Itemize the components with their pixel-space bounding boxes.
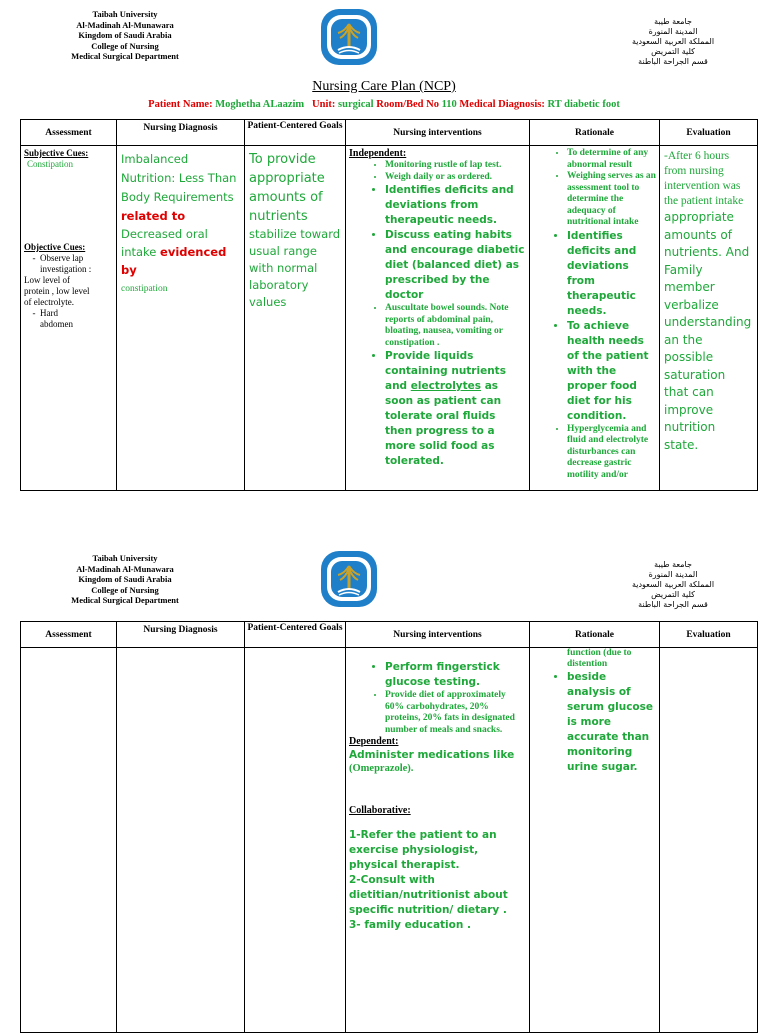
rationale-item: • Hyperglycemia and fluid and electrolyte disturbances can decrease gastric motility and/or xyxy=(567,424,656,482)
header-line: Kingdom of Saudi Arabia xyxy=(78,574,172,584)
header-line: Al-Madinah Al-Munawara xyxy=(76,563,174,574)
header-line: Al-Madinah Al-Munawara xyxy=(76,19,174,30)
header-line: Taibah University xyxy=(92,9,158,19)
electrolytes-link: electrolytes xyxy=(410,380,482,392)
patient-name-label: Patient Name: xyxy=(148,99,213,110)
header-line: Medical Surgical Department xyxy=(71,595,179,605)
diagnosis-text-2: Decreased oral intake xyxy=(121,227,208,259)
evaluation-text-2: appropriate amounts of nutrients. And Family member verbalize understanding an the possible saturation that can improve nutrition state. xyxy=(664,210,752,452)
col-assessment: Assessment xyxy=(21,622,117,648)
collab-item: 1-Refer the patient to an exercise physiologist, physical therapist. xyxy=(349,828,497,871)
header-line: قسم الجراحة الباطنة xyxy=(638,57,708,66)
intervention-item: • Identifies deficits and deviations from therapeutic needs. xyxy=(385,183,526,228)
subjective-value: Constipation xyxy=(27,159,74,169)
header-line: قسم الجراحة الباطنة xyxy=(638,600,708,609)
col-rationale: Rationale xyxy=(530,120,660,146)
dependent-label: Dependent: xyxy=(349,736,399,747)
rationale-list xyxy=(533,148,656,481)
rationale-item: • To determine of any abnormal result xyxy=(567,148,656,171)
page-title: Nursing Care Plan (NCP) xyxy=(312,79,456,94)
intervention-text: Provide liquids containing nutrients and xyxy=(385,350,506,392)
rationale-item: • beside analysis of serum glucose is more accurate than monitoring urine sugar. xyxy=(567,670,656,775)
room-value: 110 xyxy=(441,99,457,110)
header-line: كلية التمريض xyxy=(651,590,695,599)
header-line: المملكة العربية السعودية xyxy=(631,37,715,46)
patient-name: Moghetha ALaazim xyxy=(215,99,305,110)
diagnosis-cell xyxy=(117,146,245,491)
objective-low-levels: Low level of protein , low level of electrolyte. xyxy=(24,275,90,307)
header-line: Taibah University xyxy=(92,553,158,563)
university-header-ar-2 xyxy=(618,560,728,610)
dependent-text: Administer medications like xyxy=(349,749,515,761)
assessment-cell-2 xyxy=(21,648,117,1033)
col-rationale: Rationale xyxy=(530,622,660,648)
objective-label: Objective Cues: xyxy=(24,242,86,252)
goals-cell-2 xyxy=(245,648,346,1033)
header-line: College of Nursing xyxy=(91,584,159,595)
interventions-list-2 xyxy=(349,660,526,736)
diagnosis-evidenced-by: evidenced by xyxy=(121,245,227,277)
independent-label: Independent: xyxy=(349,148,407,159)
evaluation-text: -After 6 hours from nursing intervention was the patient intake xyxy=(664,150,744,207)
diagnosis-cell-2 xyxy=(117,648,245,1033)
university-header-en xyxy=(40,9,210,62)
university-logo xyxy=(318,6,380,73)
objective-item: - Hard abdomen xyxy=(40,308,113,330)
rationale-cell-2 xyxy=(530,648,660,1033)
intervention-item: • Provide diet of approximately 60% carbohydrates, 20% proteins, 20% fats in designated number of meals and snacks. xyxy=(385,690,526,736)
diagnosis-text-3: constipation xyxy=(121,284,168,294)
goals-cell xyxy=(245,146,346,491)
header-line: كلية التمريض xyxy=(651,47,695,56)
room-label: Room/Bed No xyxy=(376,99,439,110)
header-line: المملكة العربية السعودية xyxy=(631,580,715,589)
unit-value: surgical xyxy=(338,99,374,110)
rationale-item: • Identifies deficits and deviations from therapeutic needs. xyxy=(567,229,656,319)
collaborative-label: Collaborative: xyxy=(349,804,411,816)
col-evaluation: Evaluation xyxy=(660,120,758,146)
goals-text-2: stabilize toward usual range with normal laboratory values xyxy=(249,227,341,309)
collab-item: 2-Consult with dietitian/nutritionist about specific nutrition/ dietary . xyxy=(349,873,508,916)
col-goals: Patient-Centered Goals xyxy=(245,120,346,146)
diagnosis-label: Medical Diagnosis: xyxy=(459,99,545,110)
rationale-item: • To achieve health needs of the patient with the proper food diet for his condition. xyxy=(567,319,656,424)
header-line: Kingdom of Saudi Arabia xyxy=(78,30,172,40)
col-interventions: Nursing interventions xyxy=(346,120,530,146)
collab-item: 3- family education . xyxy=(349,918,471,931)
header-line: المدينة المنورة xyxy=(648,570,698,579)
intervention-item: • Discuss eating habits and encourage diabetic diet (balanced diet) as prescribed by the doctor xyxy=(385,228,526,303)
unit-label: Unit: xyxy=(312,99,336,110)
intervention-item: • Monitoring rustle of lap test. xyxy=(385,160,526,172)
dependent-med: (Omeprazole). xyxy=(349,763,414,774)
diagnosis-related-to: related to xyxy=(121,209,186,223)
intervention-item xyxy=(385,349,526,469)
subjective-label: Subjective Cues: xyxy=(24,148,89,158)
col-diagnosis: Nursing Diagnosis xyxy=(117,120,245,146)
rationale-cell xyxy=(530,146,660,491)
evaluation-cell-2 xyxy=(660,648,758,1033)
header-line: Medical Surgical Department xyxy=(71,51,179,61)
independent-list xyxy=(349,160,526,469)
interventions-cell xyxy=(346,146,530,491)
rationale-list-2 xyxy=(533,670,656,775)
university-header-en-2 xyxy=(40,553,210,606)
rationale-continued: function (due to distention xyxy=(567,648,632,669)
intervention-item: • Weigh daily or as ordered. xyxy=(385,172,526,184)
header-line: جامعة طيبة xyxy=(654,17,692,26)
patient-info xyxy=(0,99,768,110)
col-evaluation: Evaluation xyxy=(660,622,758,648)
objective-item: - Observe lap investigation : xyxy=(40,253,113,275)
care-plan-table-2 xyxy=(20,621,758,1033)
interventions-cell-2 xyxy=(346,648,530,1033)
intervention-item: • Auscultate bowel sounds. Note reports of abdominal pain, bloating, nausea, vomiting or constipation . xyxy=(385,303,526,349)
university-logo-2 xyxy=(318,548,380,615)
objective-list-2 xyxy=(24,308,113,330)
col-assessment: Assessment xyxy=(21,120,117,146)
col-interventions: Nursing interventions xyxy=(346,622,530,648)
intervention-item: • Perform fingerstick glucose testing. xyxy=(385,660,526,690)
intervention-text: as soon as patient can tolerate oral fluids then progress to a more solid food as tolerated. xyxy=(385,380,502,467)
university-header-ar xyxy=(618,17,728,67)
header-line: المدينة المنورة xyxy=(648,27,698,36)
evaluation-cell xyxy=(660,146,758,491)
diagnosis-value: RT diabetic foot xyxy=(547,99,620,110)
goals-text: To provide appropriate amounts of nutrients xyxy=(249,152,325,224)
col-goals: Patient-Centered Goals xyxy=(245,622,346,648)
rationale-item: • Weighing serves as an assessment tool to determine the adequacy of nutritional intake xyxy=(567,171,656,229)
care-plan-table xyxy=(20,119,758,491)
header-line: College of Nursing xyxy=(91,40,159,51)
diagnosis-text: Imbalanced Nutrition: Less Than Body Requirements xyxy=(121,152,237,204)
col-diagnosis: Nursing Diagnosis xyxy=(117,622,245,648)
objective-list xyxy=(24,253,113,275)
header-line: جامعة طيبة xyxy=(654,560,692,569)
assessment-cell xyxy=(21,146,117,491)
